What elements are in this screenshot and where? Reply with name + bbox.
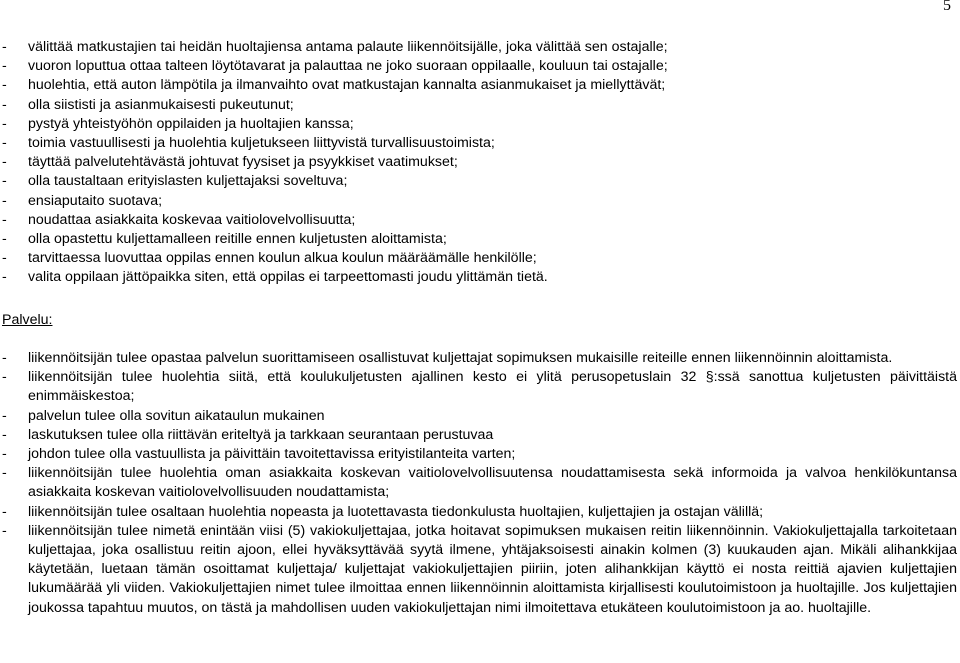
list-item-text: noudattaa asiakkaita koskevaa vaitiolovelvollisuutta; (28, 211, 356, 228)
list-bullet-dash: - (2, 192, 7, 209)
list-bullet-dash: - (2, 369, 7, 386)
list-item (2, 172, 792, 191)
list-item (2, 38, 792, 57)
list-item (2, 249, 792, 268)
list-item (2, 76, 792, 95)
list-item-text: liikennöitsijän tulee osaltaan huolehtia nopeasta ja luotettavasta tiedonkulusta huoltajien, kuljettajien ja ostajan välillä; (28, 503, 764, 520)
list-item (2, 503, 957, 522)
list-item (2, 57, 792, 76)
list-bullet-dash: - (2, 350, 7, 366)
page-number: 5 (943, 0, 951, 14)
list-bullet-dash: - (2, 173, 7, 190)
list-item-text: olla taustaltaan erityislasten kuljettajaksi soveltuva; (28, 173, 348, 190)
list-bullet-dash: - (2, 231, 7, 248)
list-item-text: välittää matkustajien tai heidän huoltajiensa antama palaute liikennöitsijälle, joka välittää sen ostajalle; (28, 39, 668, 55)
list-item (2, 368, 957, 406)
list-bullet-dash: - (2, 77, 7, 94)
list-bullet-dash: - (2, 58, 7, 75)
list-item (2, 115, 792, 134)
list-item (2, 96, 792, 115)
list-item-text: olla siististi ja asianmukaisesti pukeutunut; (28, 96, 294, 113)
list-bullet-dash: - (2, 426, 7, 443)
list-item-text: liikennöitsijän tulee nimetä enintään viisi (5) vakiokuljettajaa, jotka hoitavat sopimuksen mukaisen reitin liikennöinnin. Vakiokuljettajalla tarkoitetaan kuljettajaa, joka osallistuu reitin ajoon, ellei hyväksyttävää syytä ilmene, yhtäjaksoisesti ainakin kolmen (3) kuukauden ajan. Mikäli alihankkijaa käytetään, luetaan tämän osoittamat kuljettaja/ kuljettajat vakiokuljettajien piiriin, joten alihankkijan käyttö ei nosta reittiä ajavien kuljettajien lukumäärää yli viiden. Vakiokuljettajien nimet tulee ilmoittaa ennen liikennöinnin aloittamista kirjallisesti koulutoimistoon ja huoltajille. Jos kuljettajien joukossa tapahtuu muutos, on tästä ja mahdollisen uuden vakiokuljettajan nimi ilmoitettava etukäteen koulutoimistoon ja ao. huoltajille. (28, 522, 957, 616)
list-bullet-dash: - (2, 465, 7, 482)
section-heading-palvelu: Palvelu: (2, 312, 53, 328)
list-item-text: vuoron loputtua ottaa talteen löytötavarat ja palauttaa ne joko suoraan oppilaalle, kouluun tai ostajalle; (28, 58, 668, 75)
driver-requirements-list (2, 38, 792, 288)
list-item (2, 268, 792, 287)
list-item-text: pystyä yhteistyöhön oppilaiden ja huoltajien kanssa; (28, 115, 354, 132)
list-item (2, 464, 957, 502)
list-bullet-dash: - (2, 503, 7, 520)
service-requirements-list (2, 349, 957, 618)
list-bullet-dash: - (2, 446, 7, 463)
list-item-text: tarvittaessa luovuttaa oppilas ennen koulun alkua koulun määräämälle henkilölle; (28, 250, 537, 267)
list-item-text: johdon tulee olla vastuullista ja päivittäin tavoitettavissa erityistilanteita varten; (28, 446, 516, 463)
list-bullet-dash: - (2, 135, 7, 152)
list-item (2, 134, 792, 153)
list-item-text: valita oppilaan jättöpaikka siten, että oppilas ei tarpeettomasti joudu ylittämän tietä. (28, 269, 548, 286)
list-item-text: liikennöitsijän tulee huolehtia oman asiakkaita koskevan vaitiolovelvollisuutensa noudattamisesta sekä informoida ja valvoa henkilökuntansa asiakkaita koskevan vaitiolovelvollisuuden noudattamista; (28, 465, 957, 501)
list-item (2, 230, 792, 249)
list-item-text: täyttää palvelutehtävästä johtuvat fyysiset ja psyykkiset vaatimukset; (28, 154, 458, 171)
list-item (2, 407, 957, 426)
list-item (2, 211, 792, 230)
list-item (2, 349, 957, 368)
list-bullet-dash: - (2, 269, 7, 286)
list-item-text: palvelun tulee olla sovitun aikataulun mukainen (28, 407, 325, 424)
list-bullet-dash: - (2, 522, 7, 539)
list-item (2, 153, 792, 172)
list-item (2, 522, 957, 618)
list-item-text: huolehtia, että auton lämpötila ja ilmanvaihto ovat matkustajan kannalta asianmukaiset ja miellyttävät; (28, 77, 666, 94)
list-bullet-dash: - (2, 115, 7, 132)
list-item (2, 426, 957, 445)
list-item-text: laskutuksen tulee olla riittävän eriteltyä ja tarkkaan seurantaan perustuvaa (28, 426, 494, 443)
list-bullet-dash: - (2, 96, 7, 113)
list-item (2, 445, 957, 464)
list-item-text: olla opastettu kuljettamalleen reitille ennen kuljetusten aloittamista; (28, 231, 447, 248)
list-item-text: toimia vastuullisesti ja huolehtia kuljetukseen liittyvistä turvallisuustoimista; (28, 135, 495, 152)
list-bullet-dash: - (2, 407, 7, 424)
list-bullet-dash: - (2, 154, 7, 171)
list-item (2, 192, 792, 211)
list-bullet-dash: - (2, 211, 7, 228)
list-item-text: ensiaputaito suotava; (28, 192, 163, 209)
list-item-text: liikennöitsijän tulee huolehtia siitä, että koulukuljetusten ajallinen kesto ei ylitä perusopetuslain 32 §:ssä sanottua kuljetusten päivittäistä enimmäiskestoa; (28, 369, 957, 405)
list-item-text: liikennöitsijän tulee opastaa palvelun suorittamiseen osallistuvat kuljettajat sopimuksen mukaisille reiteille ennen liikennöinnin aloittamista. (28, 350, 893, 366)
list-bullet-dash: - (2, 250, 7, 267)
list-bullet-dash: - (2, 39, 7, 55)
